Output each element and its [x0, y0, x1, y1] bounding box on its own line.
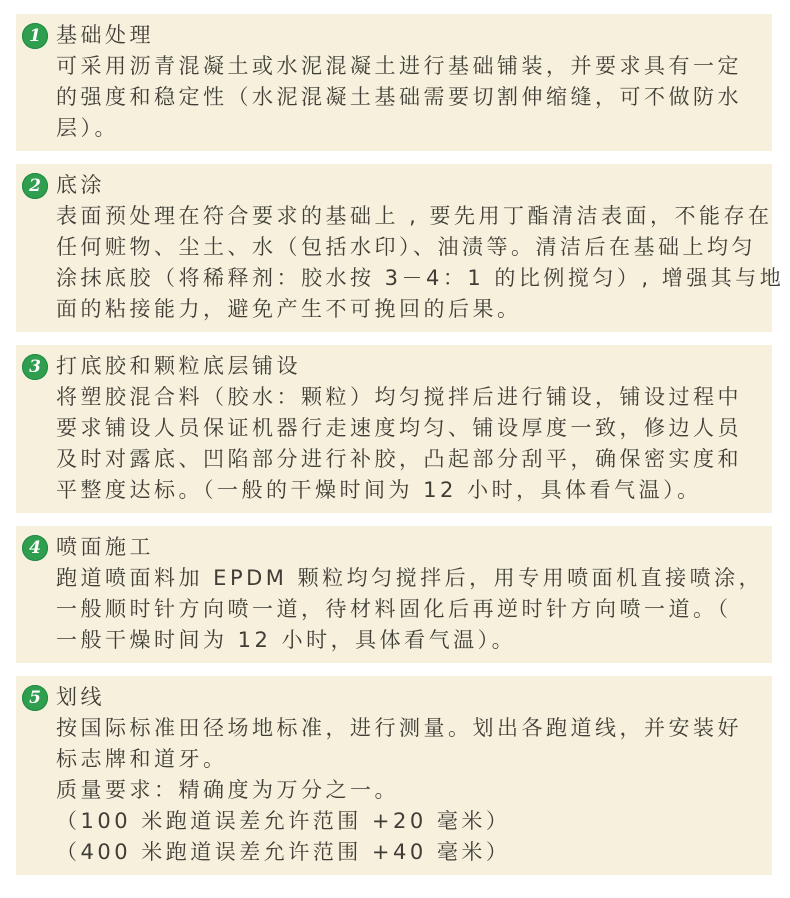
step-body-line: 涂抹底胶（将稀释剂：胶水按 3－4：1 的比例搅匀）, 增强其与地	[56, 266, 785, 290]
step-body	[56, 563, 768, 656]
step-title: 底涂	[56, 173, 105, 197]
step-body	[56, 713, 768, 868]
step-section-2	[16, 164, 785, 332]
step-section-5	[16, 676, 772, 875]
step-body-line: （400 米跑道误差允许范围 +40 毫米）	[56, 840, 511, 864]
step-body-line: 可采用沥青混凝土或水泥混凝土进行基础铺装，并要求具有一定	[56, 54, 742, 78]
step-body-line: 表面预处理在符合要求的基础上 , 要先用丁酯清洁表面，不能存在	[56, 204, 773, 228]
step-body-line: 质量要求：精确度为万分之一。	[56, 778, 399, 802]
step-section-3	[16, 345, 772, 513]
step-body	[56, 382, 768, 506]
step-body	[56, 201, 785, 325]
step-body-line: 一般顺时针方向喷一道，待材料固化后再逆时针方向喷一道。（	[56, 597, 732, 621]
step-title: 基础处理	[56, 23, 154, 47]
step-body-line: 标志牌和道牙。	[56, 747, 228, 771]
step-body-line: 层）。	[56, 116, 119, 140]
step-number-badge: 5	[22, 685, 48, 711]
step-body-line: 及时对露底、凹陷部分进行补胶，凸起部分刮平，确保密实度和	[56, 447, 742, 471]
step-body-line: 的强度和稳定性（水泥混凝土基础需要切割伸缩缝，可不做防水	[56, 85, 742, 109]
step-body-line: 平整度达标。（一般的干燥时间为 12 小时，具体看气温）。	[56, 478, 702, 502]
step-body-line: 按国际标准田径场地标准，进行测量。划出各跑道线，并安装好	[56, 716, 742, 740]
step-header	[22, 170, 768, 201]
step-body-line: 要求铺设人员保证机器行走速度均匀、铺设厚度一致，修边人员	[56, 416, 742, 440]
step-header	[22, 532, 768, 563]
step-section-4	[16, 526, 772, 663]
step-body-line: 跑道喷面料加 EPDM 颗粒均匀搅拌后，用专用喷面机直接喷涂，	[56, 566, 764, 590]
step-body	[56, 51, 768, 144]
step-body-line: 将塑胶混合料（胶水：颗粒）均匀搅拌后进行铺设，铺设过程中	[56, 385, 742, 409]
step-body-line: （100 米跑道误差允许范围 +20 毫米）	[56, 809, 511, 833]
step-header	[22, 351, 768, 382]
step-title: 划线	[56, 685, 105, 709]
step-number-badge: 2	[22, 173, 48, 199]
step-number-badge: 4	[22, 535, 48, 561]
step-title: 打底胶和颗粒底层铺设	[56, 354, 301, 378]
step-body-line: 任何赃物、尘土、水（包括水印）、油渍等。清洁后在基础上均匀	[56, 235, 756, 259]
step-body-line: 一般干燥时间为 12 小时，具体看气温）。	[56, 628, 517, 652]
step-number-badge: 3	[22, 354, 48, 380]
step-section-1	[16, 14, 772, 151]
step-header	[22, 20, 768, 51]
steps-list	[16, 14, 785, 875]
step-number-badge: 1	[22, 23, 48, 49]
step-body-line: 面的粘接能力，避免产生不可挽回的后果。	[56, 297, 522, 321]
step-title: 喷面施工	[56, 535, 154, 559]
step-header	[22, 682, 768, 713]
